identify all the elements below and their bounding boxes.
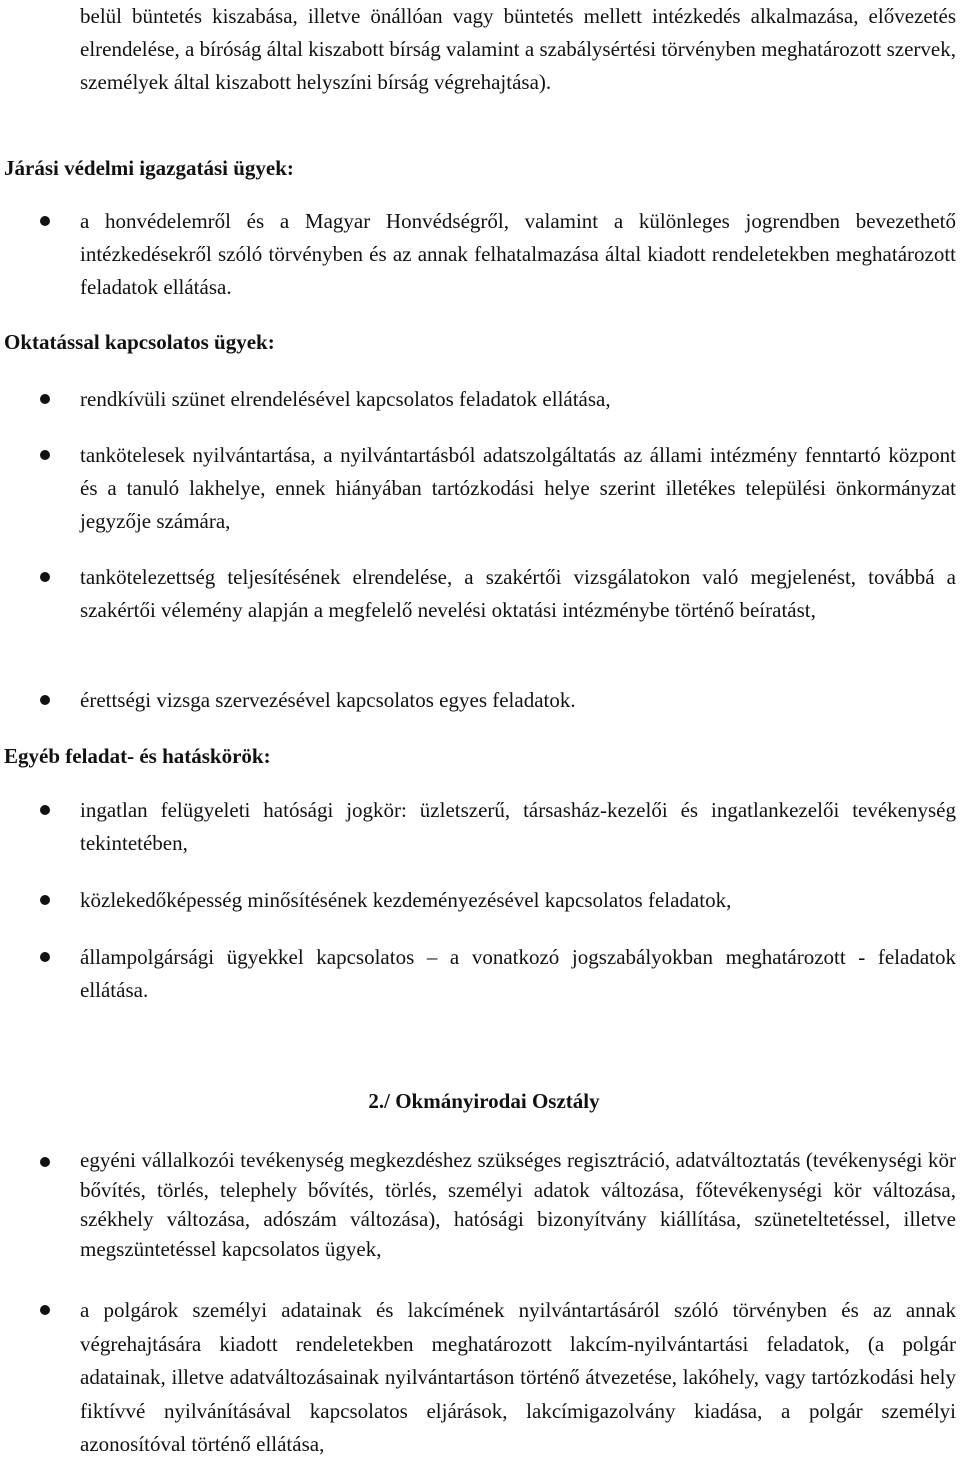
list-item-text: ingatlan felügyeleti hatósági jogkör: üzletszerű, társasház-kezelői és ingatlankezelői tevékenység tekintetében, bbox=[80, 798, 956, 855]
list-item-text: a polgárok személyi adatainak és lakcímének nyilvántartásáról szóló törvényben és az annak végrehajtására kiadott rendeletekben meghatározott lakcím-nyilvántartási feladatok, (a polgár adatainak, illetve adatváltozásainak nyilvántartáson történő átvezetése, lakóhely, vagy tartózkodási hely fiktívvé nyilvánításával kapcsolatos eljárások, lakcímigazolvány kiadása, a polgár személyi azonosítóval történő ellátása, bbox=[80, 1298, 956, 1456]
heading-egyeb: Egyéb feladat- és hatáskörök: bbox=[4, 744, 271, 768]
bullet-icon bbox=[40, 394, 50, 404]
bullet-icon bbox=[40, 895, 50, 905]
list-item-text: rendkívüli szünet elrendelésével kapcsolatos feladatok ellátása, bbox=[80, 387, 611, 411]
bullet-icon bbox=[40, 450, 50, 460]
bullet-icon bbox=[40, 216, 50, 226]
list-item-text: állampolgársági ügyekkel kapcsolatos – a vonatkozó jogszabályokban meghatározott - feladatok ellátása. bbox=[80, 945, 956, 1002]
list-item-text: tankötelezettség teljesítésének elrendelése, a szakértői vizsgálatokon való megjelenést, továbbá a szakértői vélemény alapján a megfelelő nevelési oktatási intézménybe történő beíratást, bbox=[80, 565, 956, 622]
section-title-okmanyiroda: 2./ Okmányirodai Osztály bbox=[368, 1089, 600, 1113]
list-item-text: érettségi vizsga szervezésével kapcsolatos egyes feladatok. bbox=[80, 688, 576, 712]
bullet-icon bbox=[40, 1157, 50, 1167]
bullet-icon bbox=[40, 1305, 50, 1315]
intro-paragraph: belül büntetés kiszabása, illetve önállóan vagy büntetés mellett intézkedés alkalmazása, elővezetés elrendelése, a bíróság által kiszabott bírság valamint a szabálysértési törvényben meghatározott szervek, személyek által kiszabott helyszíni bírság végrehajtása). bbox=[80, 4, 956, 94]
bullet-icon bbox=[40, 805, 50, 815]
list-item-text: egyéni vállalkozói tevékenység megkezdéshez szükséges regisztráció, adatváltoztatás (tevékenységi kör bővítés, törlés, telephely bővítés, törlés, személyi adatok változása, főtevékenységi kör változása, székhely változása, adószám változása), hatósági bizonyítvány kiállítása, szüneteltetéssel, illetve megszüntetéssel kapcsolatos ügyek, bbox=[80, 1148, 956, 1261]
bullet-icon bbox=[40, 572, 50, 582]
heading-jarasi: Járási védelmi igazgatási ügyek: bbox=[4, 156, 294, 180]
list-item-text: tankötelesek nyilvántartása, a nyilvántartásból adatszolgáltatás az állami intézmény fenntartó központ és a tanuló lakhelye, ennek hiányában tartózkodási helye szerint illetékes települési önkormányzat jegyzője számára, bbox=[80, 443, 956, 533]
list-item-text: közlekedőképesség minősítésének kezdeményezésével kapcsolatos feladatok, bbox=[80, 888, 732, 912]
bullet-icon bbox=[40, 695, 50, 705]
heading-oktatas: Oktatással kapcsolatos ügyek: bbox=[4, 330, 275, 354]
list-item-text: a honvédelemről és a Magyar Honvédségről, valamint a különleges jogrendben bevezethető intézkedésekről szóló törvényben és az annak felhatalmazása által kiadott rendeletekben meghatározott feladatok ellátása. bbox=[80, 209, 956, 299]
bullet-icon bbox=[40, 952, 50, 962]
